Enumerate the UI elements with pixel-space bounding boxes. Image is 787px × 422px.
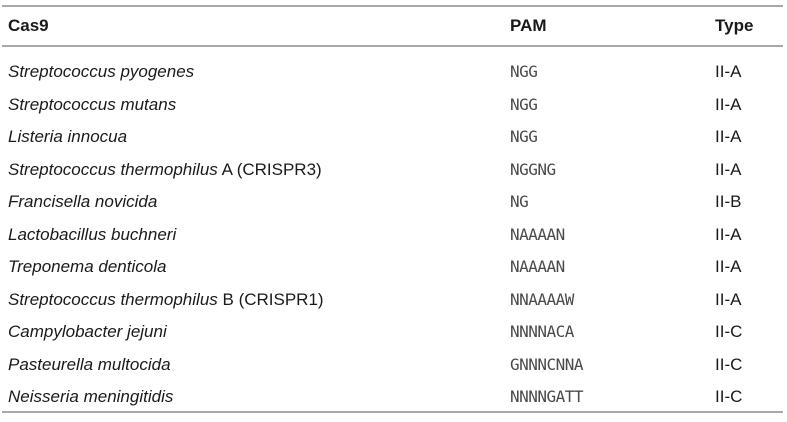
type-cell: II-C <box>715 354 743 374</box>
type-cell: II-A <box>715 127 742 146</box>
type-cell: II-C <box>715 387 743 406</box>
pam-cell: NAAAAN <box>510 224 565 244</box>
type-cell: II-A <box>715 224 742 244</box>
table-row <box>0 251 787 283</box>
pam-cell: NAAAAN <box>510 257 565 276</box>
table-top-rule <box>2 5 783 7</box>
table-row <box>0 186 787 218</box>
table-row <box>0 349 787 381</box>
cas9-cell <box>8 154 322 186</box>
type-cell: II-A <box>715 289 742 309</box>
table-row <box>0 219 787 251</box>
table-row <box>0 284 787 316</box>
species-name: Streptococcus thermophilus <box>8 289 218 309</box>
pam-cell: NGG <box>510 127 538 146</box>
cas9-cell <box>8 186 157 218</box>
table-row <box>0 56 787 88</box>
species-name: Streptococcus thermophilus <box>8 159 218 179</box>
table-header-rule <box>2 45 783 47</box>
species-name: Treponema denticola <box>8 257 167 276</box>
table-row <box>0 154 787 186</box>
species-name: Streptococcus pyogenes <box>8 62 195 81</box>
pam-cell: NGG <box>510 94 538 114</box>
type-cell: II-A <box>715 159 742 179</box>
cas9-cell <box>8 284 324 316</box>
cas9-cell <box>8 251 166 283</box>
type-cell: II-B <box>715 192 742 211</box>
species-name: Campylobacter jejuni <box>8 322 167 341</box>
strain-suffix: A (CRISPR3) <box>217 159 322 179</box>
pam-cell: NG <box>510 192 529 211</box>
species-name: Listeria innocua <box>8 127 128 146</box>
cas9-cell <box>8 381 173 413</box>
header-cas9: Cas9 <box>8 16 49 35</box>
type-cell: II-C <box>715 322 743 341</box>
cas9-cell <box>8 219 176 251</box>
table-header-row <box>0 10 787 42</box>
cas9-cell <box>8 56 194 88</box>
pam-cell: NGG <box>510 62 538 81</box>
cas9-cell <box>8 121 127 153</box>
pam-cell: NNNNGATT <box>510 387 584 406</box>
species-name: Neisseria meningitidis <box>8 387 174 406</box>
type-cell: II-A <box>715 94 742 114</box>
header-type: Type <box>715 16 754 35</box>
strain-suffix: B (CRISPR1) <box>217 289 324 309</box>
cas9-cell <box>8 316 167 348</box>
pam-cell: NNNNACA <box>510 322 574 341</box>
table-row <box>0 89 787 121</box>
header-pam: PAM <box>510 16 547 35</box>
cas9-cell <box>8 89 176 121</box>
species-name: Lactobacillus buchneri <box>8 224 177 244</box>
table-row <box>0 316 787 348</box>
table-bottom-rule <box>2 411 783 413</box>
pam-cell: NGGNG <box>510 159 556 179</box>
type-cell: II-A <box>715 62 742 81</box>
table-row <box>0 121 787 153</box>
type-cell: II-A <box>715 257 742 276</box>
table-row <box>0 381 787 413</box>
cas9-cell <box>8 349 171 381</box>
species-name: Pasteurella multocida <box>8 354 171 374</box>
pam-cell: NNAAAAW <box>510 289 574 309</box>
pam-cell: GNNNCNNA <box>510 354 584 374</box>
species-name: Francisella novicida <box>8 192 158 211</box>
species-name: Streptococcus mutans <box>8 94 177 114</box>
